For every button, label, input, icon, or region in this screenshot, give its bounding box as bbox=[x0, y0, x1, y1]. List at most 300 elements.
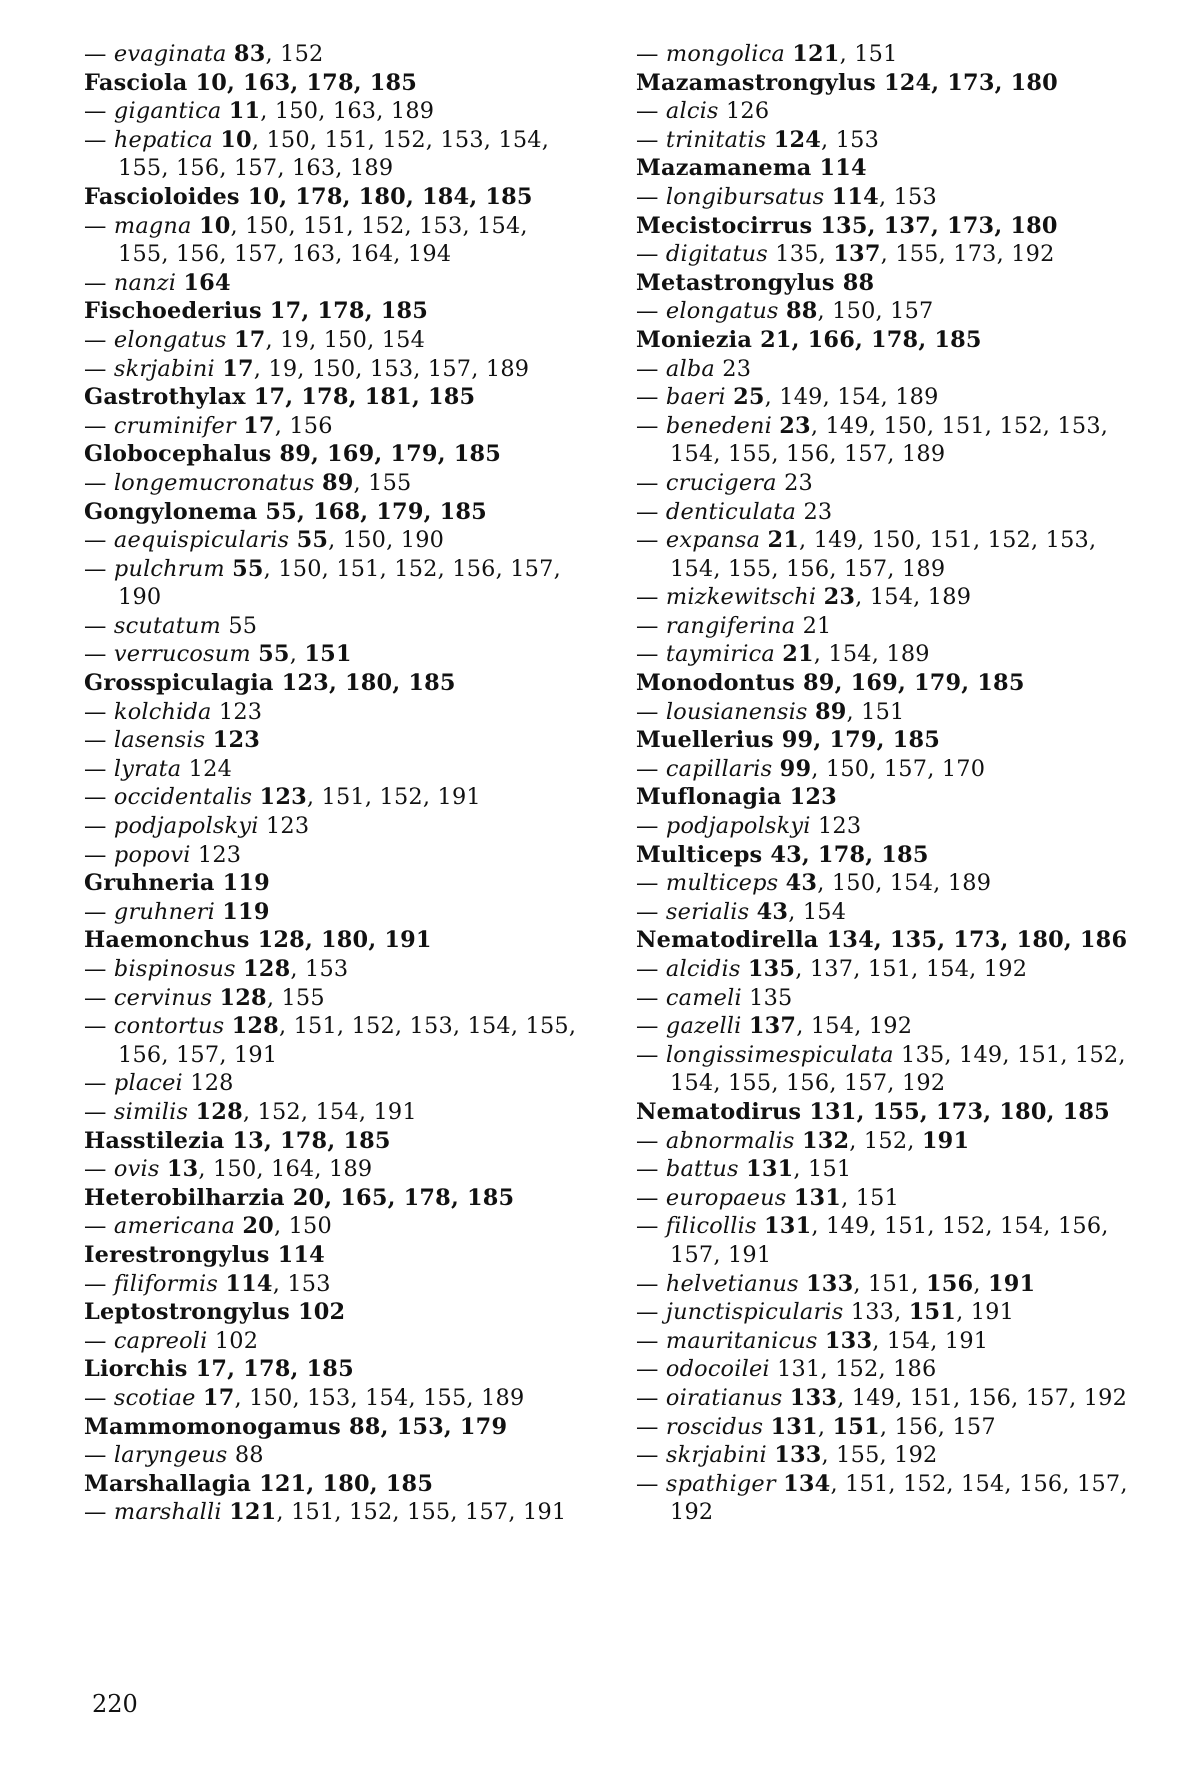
index-species-entry: — pulchrum 55, 150, 151, 152, 156, 157, 190 bbox=[84, 555, 561, 611]
index-species-entry: — digitatus 135, 137, 155, 173, 192 bbox=[636, 241, 1055, 268]
page-reference: 151 bbox=[832, 1413, 880, 1440]
page-reference: 114 bbox=[819, 155, 867, 182]
page-reference: 154 bbox=[886, 1327, 931, 1354]
page-reference: 178 bbox=[295, 183, 343, 210]
genus-name: Gruhneria bbox=[84, 870, 215, 897]
page-reference: 151 bbox=[941, 412, 985, 439]
page-reference: 17 bbox=[202, 1384, 235, 1411]
page-reference: 17 bbox=[243, 412, 275, 439]
page-reference: 191 bbox=[523, 1499, 567, 1526]
species-name: elongatus bbox=[665, 298, 779, 325]
entry-dash: — bbox=[636, 1299, 666, 1326]
species-name: benedeni bbox=[665, 412, 772, 439]
page-reference: 152 bbox=[349, 1499, 393, 1526]
page-reference: 121 bbox=[259, 1470, 307, 1497]
page-reference: 191 bbox=[233, 1041, 278, 1068]
page-reference: 157 bbox=[1025, 1384, 1070, 1411]
species-name: abnormalis bbox=[665, 1127, 795, 1154]
entry-dash: — bbox=[84, 269, 114, 296]
index-species-entry: — elongatus 17, 19, 150, 154 bbox=[84, 326, 426, 353]
page-reference: 135 bbox=[747, 956, 796, 982]
page-reference: 131 bbox=[770, 1413, 818, 1440]
page-reference: 102 bbox=[297, 1299, 346, 1326]
entry-dash: — bbox=[636, 612, 666, 639]
page-reference: 155 bbox=[423, 1384, 467, 1411]
index-species-entry bbox=[636, 469, 1136, 498]
page-reference: 189 bbox=[390, 98, 435, 125]
page-reference: 157 bbox=[510, 555, 554, 582]
page-reference: 185 bbox=[306, 1356, 354, 1383]
page-reference: 185 bbox=[343, 1127, 391, 1154]
entry-dash: — bbox=[84, 1156, 114, 1183]
page-reference: 13 bbox=[166, 1156, 199, 1183]
entry-dash: — bbox=[636, 384, 666, 411]
page-reference: 20 bbox=[292, 1184, 325, 1211]
index-species-entry: — capillaris 99, 150, 157, 170 bbox=[636, 755, 986, 782]
page-reference: 157 bbox=[890, 298, 934, 325]
index-species-entry: — europaeus 131, 151 bbox=[636, 1184, 900, 1211]
genus-name: Mecistocirrus bbox=[636, 212, 813, 239]
species-name: lasensis bbox=[113, 727, 206, 754]
page-reference: 150 bbox=[825, 755, 870, 782]
index-species-entry: — verrucosum 55, 151 bbox=[84, 641, 352, 668]
page-reference: 155 bbox=[895, 241, 939, 268]
page-reference: 156 bbox=[967, 1384, 1012, 1411]
page-reference: 153 bbox=[835, 126, 880, 153]
page-reference: 152 bbox=[351, 1013, 395, 1040]
page-reference: 157 bbox=[843, 1070, 888, 1097]
species-name: spathiger bbox=[665, 1470, 776, 1497]
page-reference: 153 bbox=[1045, 527, 1089, 554]
genus-name: Multiceps bbox=[636, 841, 763, 868]
page-reference: 10 bbox=[195, 69, 228, 96]
index-genus-entry: Gongylonema 55, 168, 179, 185 bbox=[84, 498, 487, 525]
page-reference: 163 bbox=[291, 241, 336, 268]
page-reference: 21 bbox=[782, 641, 814, 668]
species-name: nanzi bbox=[113, 269, 177, 296]
page-reference: 134 bbox=[783, 1470, 831, 1497]
page-reference: 185 bbox=[408, 670, 456, 697]
page-reference: 157 bbox=[952, 1413, 996, 1440]
page-reference: 128 bbox=[195, 1098, 243, 1125]
page-reference: 152 bbox=[863, 1127, 908, 1154]
index-species-entry: — mizkewitschi 23, 154, 189 bbox=[636, 584, 972, 611]
species-name: aequispicularis bbox=[113, 527, 290, 554]
species-name: odocoilei bbox=[665, 1356, 770, 1383]
page-reference: 131 bbox=[793, 1184, 842, 1211]
entry-dash: — bbox=[636, 956, 666, 982]
index-species-entry bbox=[636, 97, 1136, 126]
page-reference: 164 bbox=[183, 269, 231, 296]
page-reference: 157 bbox=[427, 355, 472, 382]
index-species-entry bbox=[84, 812, 584, 841]
page-reference: 185 bbox=[439, 498, 487, 525]
page-reference: 179 bbox=[390, 441, 438, 468]
page-reference: 154 bbox=[365, 1384, 409, 1411]
entry-dash: — bbox=[636, 1442, 666, 1469]
entry-dash: — bbox=[84, 41, 114, 67]
page-reference: 185 bbox=[1062, 1098, 1110, 1125]
species-name: similis bbox=[113, 1098, 189, 1125]
page-reference: 88 bbox=[842, 269, 875, 296]
index-species-entry: — oiratianus 133, 149, 151, 156, 157, 192 bbox=[636, 1384, 1128, 1411]
index-genus-entry: Monodontus 89, 169, 179, 185 bbox=[636, 670, 1025, 697]
species-name: skrjabini bbox=[665, 1442, 767, 1469]
index-genus-entry bbox=[636, 783, 1136, 812]
page-reference: 124 bbox=[773, 126, 822, 153]
page-reference: 168 bbox=[312, 498, 361, 525]
species-name: longemucronatus bbox=[113, 469, 315, 496]
species-name: popovi bbox=[113, 841, 191, 868]
index-species-entry bbox=[84, 612, 584, 641]
entry-dash: — bbox=[84, 813, 114, 840]
entry-dash: — bbox=[84, 698, 114, 725]
species-name: evaginata bbox=[113, 41, 227, 67]
page-reference: 17 bbox=[233, 326, 266, 353]
index-species-entry: — battus 131, 151 bbox=[636, 1156, 852, 1183]
species-name: marshalli bbox=[113, 1499, 222, 1526]
index-species-entry bbox=[84, 269, 584, 298]
entry-dash: — bbox=[636, 412, 666, 439]
page-reference: 43 bbox=[756, 898, 789, 925]
page-reference: 151 bbox=[293, 1013, 337, 1040]
page-reference: 152 bbox=[835, 1356, 879, 1383]
page-reference: 155 bbox=[727, 441, 772, 468]
page-reference: 154 bbox=[889, 870, 934, 897]
page-reference: 180 bbox=[999, 1098, 1047, 1125]
species-name: capreoli bbox=[113, 1327, 208, 1354]
entry-dash: — bbox=[636, 1013, 666, 1040]
page-reference: 131 bbox=[764, 1213, 812, 1240]
page-reference: 150 bbox=[883, 412, 927, 439]
page-reference: 135 bbox=[901, 1041, 945, 1068]
index-species-entry bbox=[636, 812, 1136, 841]
index-species-entry: — roscidus 131, 151, 156, 157 bbox=[636, 1413, 996, 1440]
species-name: mizkewitschi bbox=[665, 584, 817, 611]
species-name: alba bbox=[665, 355, 715, 382]
index-species-entry: — aequispicularis 55, 150, 190 bbox=[84, 527, 445, 554]
page-reference: 151 bbox=[845, 1470, 889, 1497]
page-reference: 121 bbox=[792, 41, 840, 67]
page-reference: 152 bbox=[903, 1470, 947, 1497]
page-reference: 173 bbox=[953, 241, 997, 268]
genus-name: Metastrongylus bbox=[636, 269, 835, 296]
page-reference: 179 bbox=[459, 1413, 508, 1440]
entry-dash: — bbox=[84, 1327, 114, 1354]
species-name: battus bbox=[665, 1156, 739, 1183]
page-reference: 137 bbox=[883, 212, 931, 239]
page-reference: 55 bbox=[296, 527, 329, 554]
index-column-right bbox=[636, 40, 1136, 1527]
species-name: contortus bbox=[113, 1013, 225, 1040]
page-reference: 155 bbox=[525, 1013, 569, 1040]
page-reference: 133 bbox=[824, 1327, 873, 1354]
page-reference: 132 bbox=[801, 1127, 850, 1154]
entry-dash: — bbox=[84, 1442, 114, 1469]
index-genus-entry: Nematodirus 131, 155, 173, 180, 185 bbox=[636, 1098, 1110, 1125]
index-species-entry: — abnormalis 132, 152, 191 bbox=[636, 1127, 970, 1154]
page-reference: 191 bbox=[921, 1127, 970, 1154]
entry-dash: — bbox=[636, 469, 666, 496]
species-name: mauritanicus bbox=[665, 1327, 818, 1354]
page-reference: 185 bbox=[466, 1184, 515, 1211]
page-reference: 156 bbox=[894, 1413, 938, 1440]
entry-dash: — bbox=[84, 212, 114, 239]
entry-dash: — bbox=[84, 1213, 114, 1240]
page-reference: 154 bbox=[381, 326, 426, 353]
entry-dash: — bbox=[636, 984, 666, 1011]
genus-name: Leptostrongylus bbox=[84, 1299, 290, 1326]
page-reference: 155 bbox=[118, 155, 162, 182]
page-reference: 156 bbox=[118, 1041, 162, 1068]
index-genus-entry: Muellerius 99, 179, 185 bbox=[636, 727, 941, 754]
page-reference: 166 bbox=[807, 326, 855, 353]
page-reference: 165 bbox=[340, 1184, 388, 1211]
index-species-entry: — serialis 43, 154 bbox=[636, 898, 847, 925]
index-species-entry: — hepatica 10, 150, 151, 152, 153, 154, 155, 156, 157, 163, 189 bbox=[84, 126, 550, 182]
page-reference: 137 bbox=[748, 1013, 797, 1040]
page-reference: 123 bbox=[259, 784, 307, 811]
page-reference: 25 bbox=[733, 384, 765, 411]
entry-dash: — bbox=[636, 1127, 666, 1154]
page-reference: 178 bbox=[301, 384, 349, 411]
entry-dash: — bbox=[636, 1156, 666, 1183]
page-reference: 152 bbox=[941, 1213, 986, 1240]
page-reference: 88 bbox=[234, 1442, 264, 1469]
entry-dash: — bbox=[636, 1356, 666, 1383]
page-reference: 83 bbox=[233, 41, 266, 67]
page-reference: 131 bbox=[777, 1356, 821, 1383]
species-name: filicollis bbox=[665, 1213, 757, 1240]
page-reference: 152 bbox=[987, 527, 1031, 554]
page-reference: 135 bbox=[889, 927, 938, 954]
species-name: lyrata bbox=[113, 755, 182, 782]
page-reference: 89 bbox=[321, 469, 354, 496]
page-reference: 43 bbox=[770, 841, 802, 868]
page-reference: 154 bbox=[837, 384, 881, 411]
species-name: filiformis bbox=[113, 1270, 219, 1297]
page-reference: 156 bbox=[175, 155, 220, 182]
page-reference: 157 bbox=[465, 1499, 509, 1526]
index-species-entry: — longemucronatus 89, 155 bbox=[84, 469, 412, 496]
species-name: scotiae bbox=[113, 1384, 196, 1411]
index-species-entry: — contortus 128, 151, 152, 153, 154, 155, 156, 157, 191 bbox=[84, 1013, 577, 1068]
species-name: europaeus bbox=[665, 1184, 787, 1211]
species-name: helvetianus bbox=[665, 1270, 799, 1297]
index-genus-entry: Marshallagia 121, 180, 185 bbox=[84, 1470, 434, 1497]
species-name: occidentalis bbox=[113, 784, 253, 811]
page-reference: 23 bbox=[823, 584, 856, 611]
page-reference: 119 bbox=[222, 898, 270, 925]
index-species-entry bbox=[84, 698, 584, 727]
genus-name: Globocephalus bbox=[84, 441, 272, 468]
index-species-entry: — americana 20, 150 bbox=[84, 1213, 332, 1240]
entry-dash: — bbox=[84, 355, 114, 382]
entry-dash: — bbox=[636, 755, 666, 782]
genus-name: Fasciola bbox=[84, 69, 188, 96]
page-reference: 123 bbox=[218, 698, 263, 725]
page-reference: 189 bbox=[329, 1156, 373, 1183]
entry-dash: — bbox=[636, 498, 666, 525]
index-species-entry: — gazelli 137, 154, 192 bbox=[636, 1013, 913, 1040]
page-reference: 150 bbox=[871, 527, 916, 554]
page-reference: 154 bbox=[477, 212, 521, 239]
species-name: multiceps bbox=[665, 870, 779, 897]
page-reference: 123 bbox=[789, 784, 837, 811]
page-reference: 157 bbox=[175, 1041, 220, 1068]
page-reference: 178 bbox=[279, 1127, 328, 1154]
entry-dash: — bbox=[636, 1041, 666, 1068]
species-name: trinitatis bbox=[665, 126, 767, 153]
page-reference: 149 bbox=[813, 527, 858, 554]
page-reference: 21 bbox=[760, 326, 792, 353]
page-reference: 135 bbox=[775, 241, 819, 268]
page-reference: 156 bbox=[785, 1070, 830, 1097]
page-reference: 131 bbox=[746, 1156, 794, 1183]
page-reference: 151 bbox=[909, 1384, 954, 1411]
entry-dash: — bbox=[84, 1098, 114, 1125]
page-reference: 151 bbox=[324, 126, 368, 153]
genus-name: Nematodirella bbox=[636, 927, 819, 954]
page-reference: 152 bbox=[1075, 1041, 1119, 1068]
page-reference: 153 bbox=[1057, 412, 1101, 439]
genus-name: Nematodirus bbox=[636, 1098, 802, 1125]
index-species-entry: — alcidis 135, 137, 151, 154, 192 bbox=[636, 956, 1028, 982]
page-reference: 185 bbox=[977, 670, 1025, 697]
entry-dash: — bbox=[84, 784, 114, 811]
page-reference: 10 bbox=[198, 212, 231, 239]
entry-dash: — bbox=[84, 412, 114, 439]
entry-dash: — bbox=[84, 641, 114, 668]
page-reference: 131 bbox=[809, 1098, 857, 1125]
page-reference: 151 bbox=[908, 1299, 957, 1326]
index-species-entry bbox=[84, 755, 584, 784]
page-reference: 150 bbox=[249, 1384, 293, 1411]
page-reference: 55 bbox=[258, 641, 290, 668]
page-reference: 128 bbox=[243, 956, 291, 982]
entry-dash: — bbox=[84, 326, 114, 353]
page-reference: 55 bbox=[232, 555, 264, 582]
page-number: 220 bbox=[92, 1690, 138, 1718]
page-reference: 180 bbox=[1010, 69, 1058, 96]
page-reference: 178 bbox=[403, 1184, 451, 1211]
index-species-entry: — baeri 25, 149, 154, 189 bbox=[636, 384, 939, 411]
page-reference: 154 bbox=[925, 956, 970, 982]
page-reference: 23 bbox=[803, 498, 833, 525]
entry-dash: — bbox=[636, 1384, 666, 1411]
entry-dash: — bbox=[84, 612, 114, 639]
page-reference: 152 bbox=[280, 41, 324, 67]
genus-name: Monodontus bbox=[636, 670, 796, 697]
entry-dash: — bbox=[636, 527, 666, 554]
page-reference: 185 bbox=[881, 841, 929, 868]
entry-dash: — bbox=[636, 870, 666, 897]
page-reference: 123 bbox=[212, 727, 261, 754]
page-reference: 151 bbox=[808, 1156, 852, 1183]
page-reference: 189 bbox=[947, 870, 992, 897]
page-reference: 151 bbox=[291, 1499, 335, 1526]
index-genus-entry: Fasciola 10, 163, 178, 185 bbox=[84, 69, 418, 96]
index-genus-entry: Mecistocirrus 135, 137, 173, 180 bbox=[636, 212, 1058, 239]
entry-dash: — bbox=[84, 1070, 114, 1097]
species-name: lousianensis bbox=[665, 698, 808, 725]
species-name: alcidis bbox=[665, 956, 741, 982]
page-reference: 157 bbox=[843, 441, 888, 468]
page-reference: 178 bbox=[306, 69, 354, 96]
page-reference: 191 bbox=[987, 1270, 1036, 1297]
page-reference: 150 bbox=[278, 555, 322, 582]
page-reference: 128 bbox=[190, 1070, 234, 1097]
page-reference: 23 bbox=[722, 355, 752, 382]
species-name: podjapolskyi bbox=[665, 813, 811, 840]
index-species-entry: — evaginata 83, 152 bbox=[84, 41, 324, 67]
page-reference: 157 bbox=[843, 555, 888, 582]
index-species-entry: — mauritanicus 133, 154, 191 bbox=[636, 1327, 989, 1354]
entry-dash: — bbox=[636, 1184, 666, 1211]
page-reference: 156 bbox=[289, 412, 333, 439]
species-name: elongatus bbox=[113, 326, 227, 353]
species-name: pulchrum bbox=[113, 555, 225, 582]
entry-dash: — bbox=[636, 813, 666, 840]
index-species-entry: — magna 10, 150, 151, 152, 153, 154, 155, 156, 157, 163, 164, 194 bbox=[84, 212, 528, 268]
page-reference: 169 bbox=[327, 441, 375, 468]
entry-dash: — bbox=[636, 1470, 666, 1497]
page-reference: 89 bbox=[279, 441, 312, 468]
page-reference: 178 bbox=[243, 1356, 291, 1383]
entry-dash: — bbox=[84, 841, 114, 868]
page-reference: 189 bbox=[886, 641, 930, 668]
page-reference: 151 bbox=[303, 212, 347, 239]
page-reference: 157 bbox=[883, 755, 928, 782]
index-genus-entry bbox=[636, 154, 1136, 183]
page-reference: 192 bbox=[901, 1070, 946, 1097]
entry-dash: — bbox=[84, 984, 114, 1011]
page-reference: 10 bbox=[247, 183, 280, 210]
page-reference: 179 bbox=[913, 670, 962, 697]
page-reference: 89 bbox=[814, 698, 847, 725]
page-reference: 155 bbox=[872, 1098, 920, 1125]
entry-dash: — bbox=[636, 1327, 666, 1354]
page-reference: 13 bbox=[232, 1127, 264, 1154]
page-reference: 19 bbox=[268, 355, 298, 382]
page-reference: 152 bbox=[394, 555, 438, 582]
species-name: cervinus bbox=[113, 984, 213, 1011]
species-name: kolchida bbox=[113, 698, 212, 725]
page-reference: 154 bbox=[670, 555, 714, 582]
page-reference: 184 bbox=[421, 183, 470, 210]
page-reference: 185 bbox=[485, 183, 533, 210]
entry-dash: — bbox=[84, 555, 114, 582]
page-reference: 114 bbox=[831, 183, 879, 210]
page-reference: 153 bbox=[440, 126, 484, 153]
page-reference: 185 bbox=[892, 727, 941, 754]
species-name: mongolica bbox=[665, 41, 785, 67]
species-name: serialis bbox=[665, 898, 750, 925]
page-reference: 153 bbox=[419, 212, 463, 239]
index-species-entry: — lousianensis 89, 151 bbox=[636, 698, 905, 725]
page-reference: 155 bbox=[407, 1499, 451, 1526]
index-genus-entry bbox=[636, 269, 1136, 298]
page-reference: 153 bbox=[307, 1384, 351, 1411]
page-reference: 192 bbox=[983, 956, 1028, 982]
page-reference: 123 bbox=[197, 841, 242, 868]
index-species-entry bbox=[84, 1069, 584, 1098]
species-name: roscidus bbox=[665, 1413, 764, 1440]
page-reference: 134 bbox=[826, 927, 874, 954]
entry-dash: — bbox=[636, 241, 666, 268]
page-reference: 156 bbox=[1019, 1470, 1063, 1497]
page-reference: 181 bbox=[364, 384, 412, 411]
